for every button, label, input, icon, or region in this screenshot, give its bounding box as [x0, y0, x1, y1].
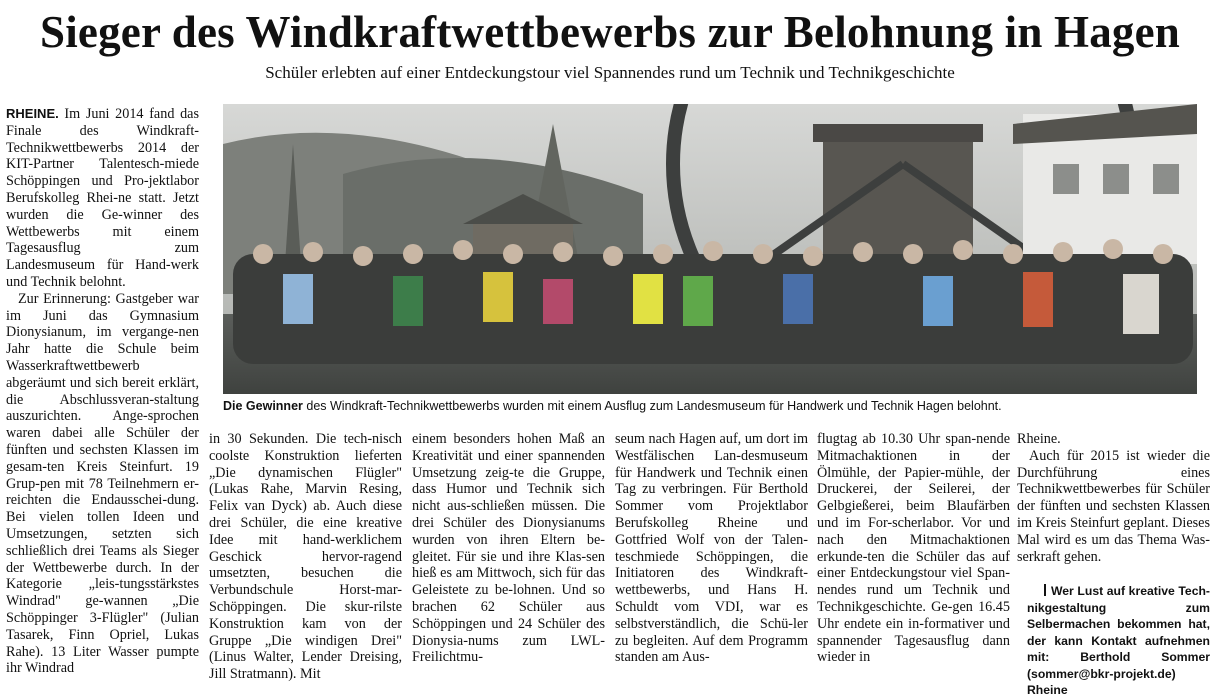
- article-column-2: [209, 431, 402, 683]
- dateline: RHEINE.: [6, 106, 59, 121]
- article-column-1: [6, 106, 199, 677]
- paragraph-reminder: Zur Erinnerung: Gastgeber war im Juni das Gymnasium Dionysianum, im vergange-nen Jahr hatte die Schule beim Wasserkraftwettbewerb abgeräumt und sich bereit erklärt, die Abschlussveran-staltung auszurichten. Ange-sprochen waren dabei alle Schüler der fünften und sechsten Klassen im gesam-ten Kreis Steinfurt. 19 Grup-pen mit 78 Teilnehmern er-reichten die Endausschei-dung. Bei vielen tollen Ideen und Umsetzungen, setzten sich schließlich drei Teams als Sieger der Wettbewerbe durch. In der Kategorie „leis-tungsstärkstes Windrad" ge-wannen „Die Schöppinger 3-Flügler" (Julian Tasarek, Finn Opriel, Lukas Rahe). 13 Liter Wasser pumpte ihr Windrad: [6, 290, 199, 677]
- subheadline: Schüler erlebten auf einer Entdeckungstour viel Spannendes rund um Technik und Technikgeschichte: [265, 63, 955, 82]
- group-photo: [223, 104, 1197, 394]
- column-text: in 30 Sekunden. Die tech-nisch coolste Konstruktion lieferten „Die dynamischen Flügler" (Lukas Rahe, Marvin Resing, Felix van Dyck) ab. Auch diese drei Schüler, die eine kreative Idee mit hand-werklichem Geschick hervor-ragend umsetzten, besuchen die Verbundschule Horst-mar-Schöppingen. Die skur-rilste Konstruktion kam von der Gruppe „Die windigen Drei" (Linus Walter, Lender Dreising, Jill Stratmann). Mit: [209, 431, 402, 683]
- caption-text: des Windkraft-Technikwettbewerbs wurden mit einem Ausflug zum Landesmuseum für Handwerk und Technik Hagen belohnt.: [302, 399, 1002, 413]
- column-text: seum nach Hagen auf, um dort im Westfälischen Lan-desmuseum für Handwerk und Technik einen Tag zu verbringen. Für Berthold Sommer vom Projektlabor Berufskolleg Rheine und Gottfried Wolf von der Talen-teschmiede Schöppingen, die Initiatoren des Windkraft-wettbewerbs, und Hans H. Schuldt vom VDI, war es selbstverständlich, die Schü-ler zu begleiten. Auf dem Programm standen am Aus-: [615, 431, 808, 666]
- contact-box: [1017, 583, 1210, 699]
- article-column-3: [412, 431, 605, 666]
- article-column-4: [615, 431, 808, 666]
- article-column-5: [817, 431, 1010, 666]
- caption-lead: Die Gewinner: [223, 399, 303, 413]
- contact-bar: [1044, 584, 1046, 596]
- group-photo-illustration: [223, 104, 1197, 394]
- column-text: einem besonders hohen Maß an Kreativität und einer spannenden Umsetzung zeig-te die Gruppe, dass Humor und Technik sich nicht aus-schließen müssen. Die drei Schüler des Dionysianums wurden von ihren Eltern be-gleitet. Für sie und ihre Klas-sen hieß es am Mittwoch, sich für das Geleistete zu be-lohnen. Und so brachen 62 Schüler aus Schöppingen und 24 Schüler des Dionysia-nums zum LWL-Freilichtmu-: [412, 431, 605, 666]
- article-column-6: [1017, 431, 1210, 699]
- column-text: flugtag ab 10.30 Uhr span-nende Mitmachaktionen in der Ölmühle, der Papier-mühle, der Druckerei, der Seilerei, der Gelbgießerei, beim Blaufärben und im For-scherlabor. Vor und nach den Mitmachaktionen erkunde-ten die Schüler das auf einer Entdeckungstour viel Span-nendes rund um Technik und Technikgeschichte. Ge-gen 16.45 Uhr endete ein in-formativer und spannender Tagesausflug dann wieder in: [817, 431, 1010, 666]
- contact-text: Wer Lust auf kreative Tech-nikgestaltung zum Selbermachen bekommen hat, der kann Kontakt aufnehmen mit: Berthold Sommer (sommer@bkr-projekt.de) Rheine: [1027, 584, 1210, 698]
- column-text-closing: Rheine.: [1017, 431, 1061, 447]
- photo-caption: [223, 398, 1213, 414]
- column-text-outlook: Auch für 2015 ist wieder die Durchführung eines Technikwettbewerbes für Schüler der fünften und sechsten Klassen im Kreis Steinfurt geplant. Dieses Mal wird es um das Thema Was-serkraft gehen.: [1017, 447, 1210, 565]
- paragraph-intro: Im Juni 2014 fand das Finale des Windkraft-Technikwettbewerbs 2014 der KIT-Partner Talentesch-miede Schöppingen und Pro-jektlabor Berufskolleg Rhei-ne statt. Jetzt wurden die Ge-winner des Wettbewerbs mit einem Tagesausflug zum Landesmuseum für Hand-werk und Technik belohnt.: [6, 106, 199, 290]
- headline: Sieger des Windkraftwettbewerbs zur Belohnung in Hagen: [39, 7, 1181, 57]
